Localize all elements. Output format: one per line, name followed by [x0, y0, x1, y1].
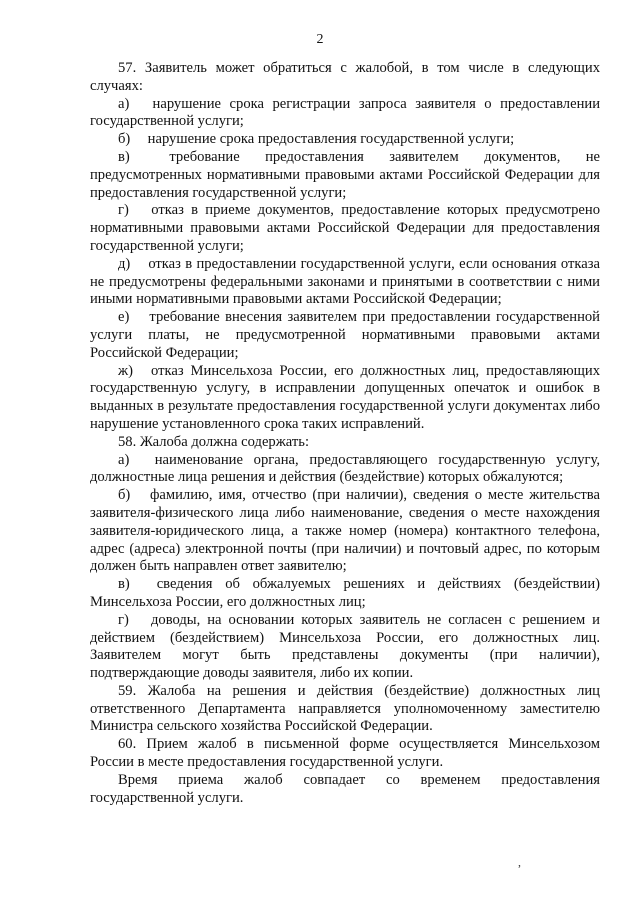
list-item-57g: г) отказ в приеме документов, предоставление которых предусмотрено нормативными правовыми актами Российской Федерации для предоставления государственной услуги; [90, 202, 600, 254]
document-body [90, 60, 600, 807]
list-item-57e: е) требование внесения заявителем при предоставлении государственной услуги платы, не предусмотренной нормативными правовыми актами Российской Федерации; [90, 309, 600, 361]
paragraph-59: 59. Жалоба на решения и действия (бездействие) должностных лиц ответственного Департамента направляется уполномоченному заместителю Министра сельского хозяйства Российской Федерации. [90, 682, 600, 735]
paragraph-58: 58. Жалоба должна содержать: [118, 433, 309, 450]
list-item-57a: а) нарушение срока регистрации запроса заявителя о предоставлении государственной услуги; [90, 95, 600, 130]
list-item-57b: б) нарушение срока предоставления государственной услуги; [118, 131, 515, 148]
list-item-57v: в) требование предоставления заявителем документов, не предусмотренных нормативными правовыми актами Российской Федерации для предоставления государственной услуги; [90, 148, 600, 201]
paragraph-reception-time: Время приема жалоб совпадает со временем предоставления государственной услуги. [90, 771, 600, 806]
page-number: 2 [316, 32, 324, 47]
list-item-57d: д) отказ в предоставлении государственной услуги, если основания отказа не предусмотрены федеральными законами и принятыми в соответствии с ними иными нормативными правовыми актами Российской Федерации; [90, 255, 600, 308]
paragraph-60: 60. Прием жалоб в письменной форме осуществляется Минсельхозом России в месте предоставления государственной услуги. [90, 736, 600, 771]
list-item-58b: б) фамилию, имя, отчество (при наличии), сведения о месте жительства заявителя-физического лица либо наименование, сведения о месте нахождения заявителя-юридического лица, а также номер (номера) контактного телефона, адрес (адреса) электронной почты (при наличии) и почтовый адрес, по которым должен быть направлен ответ заявителю; [90, 487, 600, 575]
stray-mark: , [518, 855, 521, 869]
paragraph-57: 57. Заявитель может обратиться с жалобой, в том числе в следующих случаях: [90, 60, 600, 94]
list-item-58v: в) сведения об обжалуемых решениях и действиях (бездействии) Минсельхоза России, его должностных лиц; [90, 576, 601, 610]
list-item-58g: г) доводы, на основании которых заявитель не согласен с решением и действием (бездействием) Минсельхоза России, его должностных лиц. Заявителем могут быть представлены документы (при наличии), подтверждающие доводы заявителя, либо их копии. [90, 611, 600, 682]
list-item-58a: а) наименование органа, предоставляющего государственную услугу, должностные лица решения и действия (бездействие) которых обжалуются; [90, 451, 600, 486]
list-item-57zh: ж) отказ Минсельхоза России, его должностных лиц, предоставляющих государственную услугу, в исправлении допущенных опечаток и ошибок в выданных в результате предоставления государственной услуги документах либо нарушение установленного срока таких исправлений. [90, 362, 601, 432]
